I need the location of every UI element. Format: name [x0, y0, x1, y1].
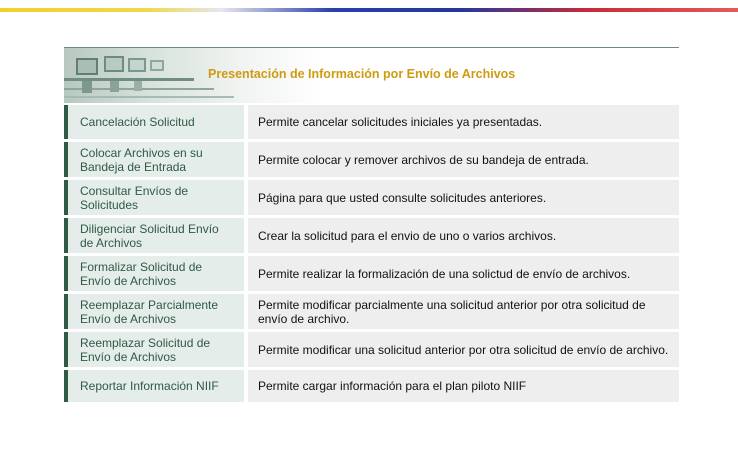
menu-row-reemplazar-parcial	[64, 294, 679, 329]
menu-row-consultar	[64, 180, 679, 215]
menu-row-diligenciar	[64, 218, 679, 253]
menu-list	[64, 105, 679, 402]
top-color-stripe	[0, 8, 738, 12]
menu-link-diligenciar-solicitud[interactable]: Diligenciar Solicitud Envío de Archivos	[64, 218, 244, 253]
menu-description: Permite cargar información para el plan piloto NIIF	[248, 370, 679, 402]
page-title: Presentación de Información por Envío de Archivos	[208, 67, 516, 81]
menu-link-colocar-archivos[interactable]: Colocar Archivos en su Bandeja de Entrada	[64, 142, 244, 177]
menu-description: Página para que usted consulte solicitudes anteriores.	[248, 180, 679, 215]
menu-row-cancelacion	[64, 105, 679, 139]
menu-row-reportar	[64, 370, 679, 402]
menu-row-formalizar	[64, 256, 679, 291]
menu-link-cancelacion-solicitud[interactable]: Cancelación Solicitud	[64, 105, 244, 139]
menu-description: Permite cancelar solicitudes iniciales ya presentadas.	[248, 105, 679, 139]
menu-link-consultar-envios[interactable]: Consultar Envíos de Solicitudes	[64, 180, 244, 215]
menu-row-colocar	[64, 142, 679, 177]
menu-description: Permite modificar parcialmente una solicitud anterior por otra solicitud de envío de archivo.	[248, 294, 679, 329]
menu-link-reemplazar-parcialmente[interactable]: Reemplazar Parcialmente Envío de Archivos	[64, 294, 244, 329]
menu-link-reportar-niif[interactable]: Reportar Información NIIF	[64, 370, 244, 402]
menu-link-reemplazar-solicitud[interactable]: Reemplazar Solicitud de Envío de Archivos	[64, 332, 244, 367]
menu-link-formalizar-solicitud[interactable]: Formalizar Solicitud de Envío de Archivos	[64, 256, 244, 291]
menu-description: Permite modificar una solicitud anterior por otra solicitud de envío de archivo.	[248, 332, 679, 367]
menu-description: Crear la solicitud para el envio de uno o varios archivos.	[248, 218, 679, 253]
menu-panel	[64, 47, 679, 405]
panel-header	[64, 47, 679, 103]
menu-description: Permite colocar y remover archivos de su bandeja de entrada.	[248, 142, 679, 177]
menu-row-reemplazar	[64, 332, 679, 367]
menu-description: Permite realizar la formalización de una solictud de envío de archivos.	[248, 256, 679, 291]
